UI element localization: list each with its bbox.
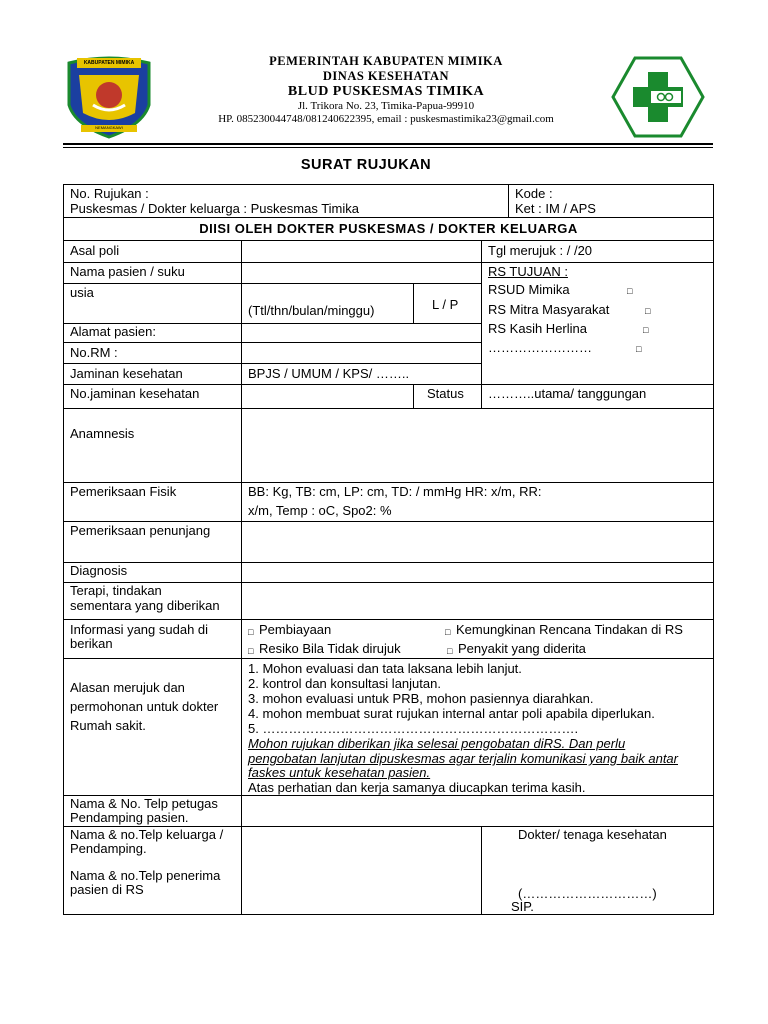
info-label-1: Informasi yang sudah di [70, 622, 209, 637]
info-option-pembiayaan: Pembiayaan [259, 622, 332, 637]
anamnesis-label: Anamnesis [70, 426, 135, 441]
nama-pasien-label: Nama pasien / suku [70, 264, 185, 279]
rs-option-kasih: RS Kasih Herlina [488, 321, 587, 336]
alasan-label-3: Rumah sakit. [70, 718, 146, 733]
fisik-label: Pemeriksaan Fisik [70, 484, 177, 499]
penunjang-label: Pemeriksaan penunjang [70, 523, 211, 538]
no-rujukan-label: No. Rujukan : [70, 186, 149, 201]
alasan-note-3: faskes untuk kesehatan pasien. [248, 765, 431, 780]
sip-label: SIP. [511, 899, 534, 914]
alasan-item-3: 3. mohon evaluasi untuk PRB, mohon pasiennya diarahkan. [248, 691, 594, 706]
status-label: Status [427, 386, 464, 401]
alasan-item-1: 1. Mohon evaluasi dan tata laksana lebih lanjut. [248, 661, 522, 676]
penerima-label-2: pasien di RS [70, 882, 144, 897]
info-option-penyakit: Penyakit yang diderita [458, 641, 586, 656]
puskesmas-label: Puskesmas / Dokter keluarga : Puskesmas Timika [70, 201, 359, 216]
alasan-note-2: pengobatan lanjutan dipuskesmas agar terjalin komunikasi yang baik antar [248, 751, 678, 766]
info-label-2: berikan [70, 636, 113, 651]
header-text [160, 54, 612, 126]
norm-label: No.RM : [70, 345, 118, 360]
header-address: Jl. Trikora No. 23, Timika-Papua-99910 [297, 100, 475, 112]
rs-option-mitra: RS Mitra Masyarakat [488, 302, 610, 317]
rs-option-rsud: RSUD Mimika [488, 282, 570, 297]
alasan-note-1: Mohon rujukan diberikan jika selesai pengobatan diRS. Dan perlu [248, 736, 626, 751]
asal-poli-label: Asal poli [70, 243, 120, 258]
terapi-label-1: Terapi, tindakan [70, 583, 162, 598]
petugas-label-2: Pendamping pasien. [70, 810, 189, 825]
checkbox-icon[interactable]: □ [643, 325, 649, 335]
header-contact: HP. 085230044748/081240622395, email : puskesmastimika23@gmail.com [218, 113, 554, 125]
gender-label: L / P [432, 297, 459, 312]
header-line3: BLUD PUSKESMAS TIMIKA [287, 84, 485, 99]
header-divider-bottom [63, 147, 713, 148]
checkbox-icon[interactable]: □ [248, 627, 254, 637]
checkbox-icon[interactable]: □ [645, 306, 651, 316]
checkbox-icon[interactable]: □ [248, 646, 254, 656]
nojaminan-label: No.jaminan kesehatan [70, 386, 200, 401]
signature-line: (…………………………) [518, 886, 657, 901]
keluarga-label-2: Pendamping. [70, 841, 147, 856]
diagnosis-label: Diagnosis [70, 563, 128, 578]
logo-bottom-text: NEMANGKAWI [95, 125, 123, 130]
jaminan-value: BPJS / UMUM / KPS/ …….. [248, 366, 410, 381]
petugas-label-1: Nama & No. Telp petugas [70, 796, 218, 811]
tgl-merujuk: Tgl merujuk : / /20 [488, 243, 593, 258]
info-option-resiko: Resiko Bila Tidak dirujuk [259, 641, 401, 656]
jaminan-label: Jaminan kesehatan [70, 366, 183, 381]
ttl-hint: (Ttl/thn/bulan/minggu) [248, 303, 375, 318]
alasan-label-2: permohonan untuk dokter [70, 699, 219, 714]
logo-top-text: KABUPATEN MIMIKA [83, 60, 135, 66]
puskesmas-logo [611, 56, 705, 138]
checkbox-icon[interactable]: □ [447, 646, 453, 656]
alasan-label-1: Alasan merujuk dan [70, 680, 185, 695]
header-line1: PEMERINTAH KABUPATEN MIMIKA [269, 54, 503, 68]
rs-tujuan-label: RS TUJUAN : [488, 264, 568, 279]
fisik-value-1: BB: Kg, TB: cm, LP: cm, TD: / mmHg HR: x/m, RR: [248, 484, 542, 499]
header-line2: DINAS KESEHATAN [322, 69, 450, 83]
alasan-item-2: 2. kontrol dan konsultasi lanjutan. [248, 676, 441, 691]
page-title: SURAT RUJUKAN [300, 157, 432, 173]
checkbox-icon[interactable]: □ [445, 627, 451, 637]
alasan-thanks: Atas perhatian dan kerja samanya diucapkan terima kasih. [248, 780, 586, 795]
keluarga-label-1: Nama & no.Telp keluarga / [70, 827, 224, 842]
section-header: DIISI OLEH DOKTER PUSKESMAS / DOKTER KELUARGA [199, 221, 578, 236]
penerima-label-1: Nama & no.Telp penerima [70, 868, 221, 883]
alasan-item-4: 4. mohon membuat surat rujukan internal antar poli apabila diperlukan. [248, 706, 655, 721]
status-value: ………..utama/ tanggungan [488, 386, 647, 401]
ket-label: Ket : IM / APS [515, 201, 596, 216]
header-divider-top [63, 143, 713, 145]
fisik-value-2: x/m, Temp : oC, Spo2: % [248, 503, 392, 518]
checkbox-icon[interactable]: □ [636, 344, 642, 354]
health-cross-icon [611, 56, 705, 138]
info-option-rencana: Kemungkinan Rencana Tindakan di RS [456, 622, 683, 637]
regency-logo [63, 55, 155, 139]
alamat-label: Alamat pasien: [70, 324, 156, 339]
terapi-label-2: sementara yang diberikan [70, 598, 220, 613]
checkbox-icon[interactable]: □ [627, 286, 633, 296]
rs-option-other: …………………… [488, 340, 592, 355]
dokter-label: Dokter/ tenaga kesehatan [518, 827, 667, 842]
kode-label: Kode : [515, 186, 553, 201]
alasan-item-5: 5. ………………………………………………………………. [248, 721, 579, 736]
usia-label: usia [70, 285, 94, 300]
